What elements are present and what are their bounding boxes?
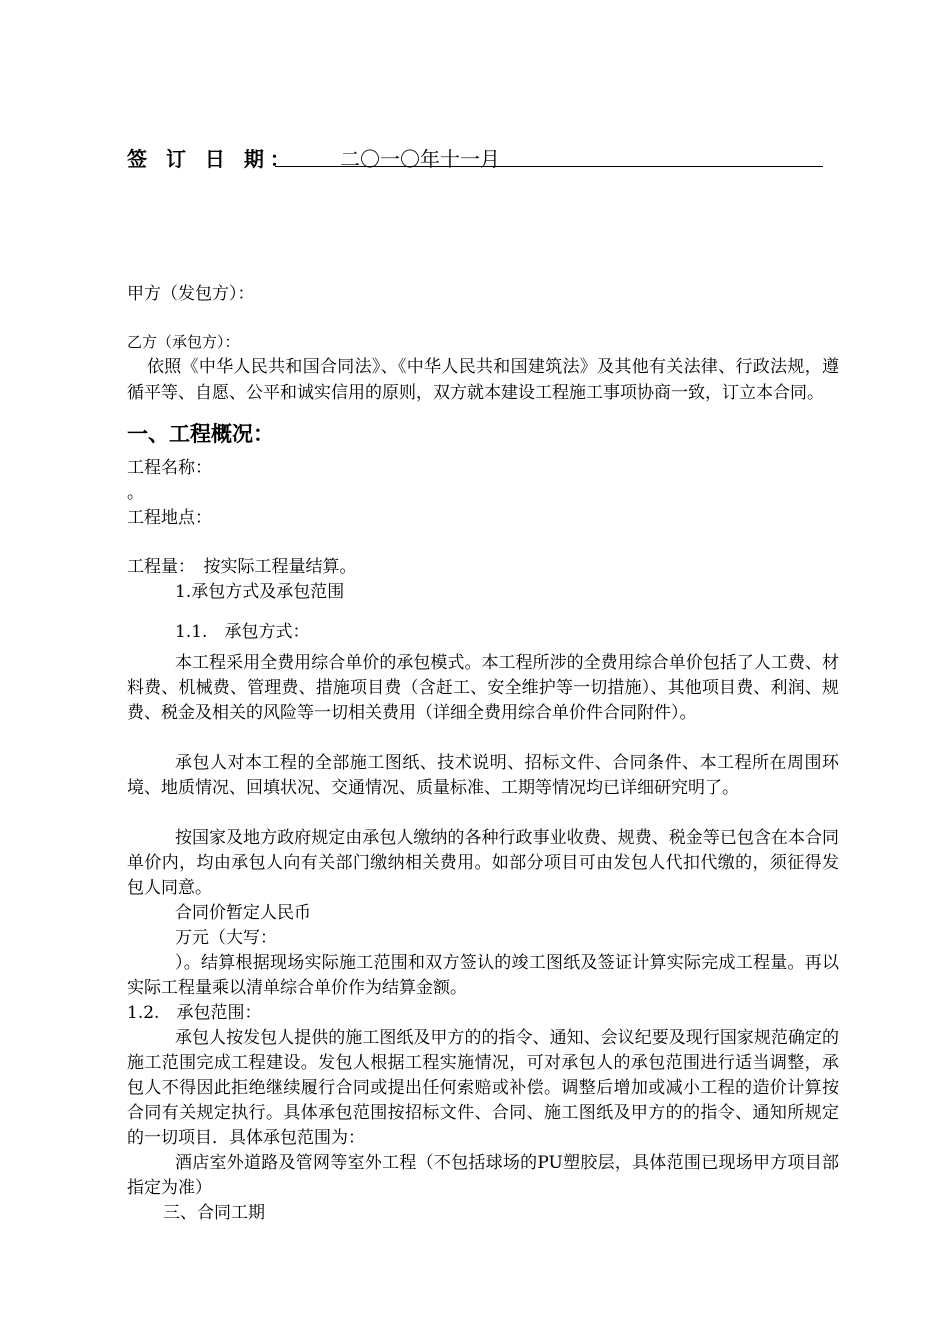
signing-date-value: 二〇一〇年十一月 (340, 147, 500, 171)
subsection-1-title: 1.承包方式及承包范围 (175, 582, 345, 602)
settlement-paragraph: ）。结算根据现场实际施工范围和双方签认的竣工图纸及签证计算实际完成工程量。再以实际工程量乘以清单综合单价作为结算金额。 (127, 953, 839, 998)
project-quantity: 工程量： 按实际工程量结算。 (127, 557, 357, 577)
section-3-title: 三、合同工期 (163, 1203, 265, 1223)
contract-price-line: 合同价暂定人民币 (175, 903, 311, 923)
signing-date-label: 签 订 日 期： (127, 147, 296, 171)
scope-paragraph: 承包人按发包人提供的施工图纸及甲方的的指令、通知、会议纪要及现行国家规范确定的施工范围完成工程建设。发包人根据工程实施情况，可对承包人的承包范围进行适当调整，承包人不得因此拒绝继续履行合同或提出任何索赔或补偿。调整后增加或减小工程的造价计算按合同有关规定执行。具体承包范围按招标文件、合同、施工图纸及甲方的的指令、通知所规定的一切项目．具体承包范围为： (127, 1028, 839, 1148)
section-1-title: 一、工程概况： (127, 422, 274, 446)
scope-detail-paragraph: 酒店室外道路及管网等室外工程（不包括球场的PU塑胶层，具体范围已现场甲方项目部指定为准） (127, 1153, 839, 1198)
party-b-label: 乙方（承包方）： (127, 333, 240, 351)
project-name-label: 工程名称： (127, 458, 212, 478)
project-location-label: 工程地点： (127, 508, 212, 528)
contract-mode-paragraph: 本工程采用全费用综合单价的承包模式。本工程所涉的全费用综合单价包括了人工费、材料费、机械费、管理费、措施项目费（含赶工、安全维护等一切措施）、其他项目费、利润、规费、税金及相关的风险等一切相关费用（详细全费用综合单价件合同附件）。 (127, 653, 839, 723)
preamble-paragraph: 依照《中华人民共和国合同法》、《中华人民共和国建筑法》及其他有关法律、行政法规，遵循平等、自愿、公平和诚实信用的原则，双方就本建设工程施工事项协商一致，订立本合同。 (127, 357, 839, 403)
contract-price-words-line: 万元（大写： (175, 928, 277, 948)
subsection-1-2-title: 1.2. 承包范围： (127, 1003, 262, 1023)
contractor-study-paragraph: 承包人对本工程的全部施工图纸、技术说明、招标文件、合同条件、本工程所在周围环境、地质情况、回填状况、交通情况、质量标准、工期等情况均已详细研究明了。 (127, 753, 839, 798)
subsection-1-1-title: 1.1. 承包方式： (175, 622, 310, 642)
project-name-value: 。 (127, 483, 144, 503)
party-a-label: 甲方（发包方）： (127, 284, 255, 304)
fees-paragraph: 按国家及地方政府规定由承包人缴纳的各种行政事业收费、规费、税金等已包含在本合同单价内，均由承包人向有关部门缴纳相关费用。如部分项目可由发包人代扣代缴的，须征得发包人同意。 (127, 828, 839, 898)
